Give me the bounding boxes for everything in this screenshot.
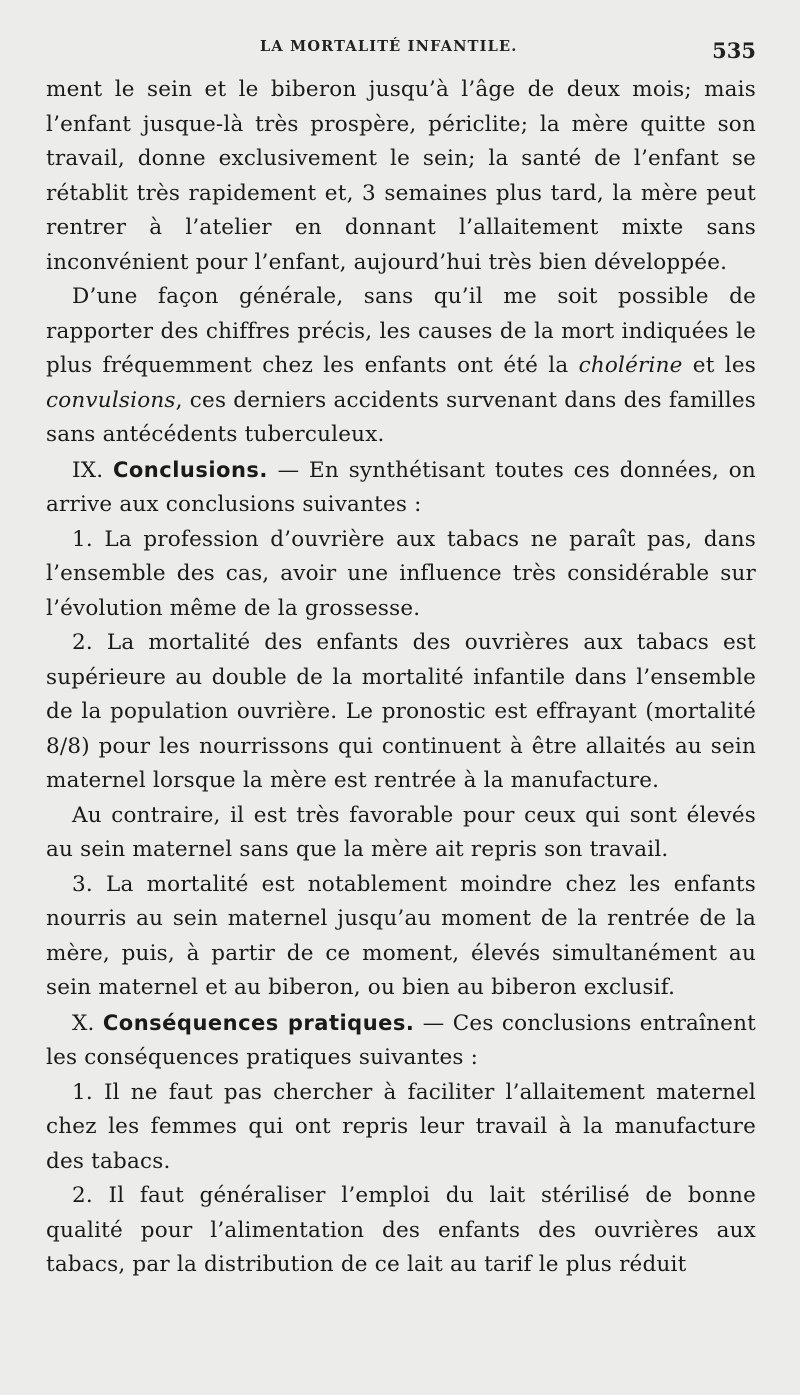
body-text bbox=[46, 73, 756, 1283]
paragraph-case-continuation: ment le sein et le biberon jusqu’à l’âge de deux mois; mais l’enfant jusque-là très prospère, périclite; la mère quitte son travail, donne exclusivement le sein; la santé de l’enfant se rétablit très rapidement et, 3 semaines plus tard, la mère peut rentrer à l’atelier en donnant l’allaitement mixte sans inconvénient pour l’enfant, aujourd’hui très bien développée. bbox=[46, 77, 756, 275]
italic-term-convulsions: convulsions bbox=[46, 387, 176, 413]
section-heading-conclusions: Conclusions. bbox=[112, 457, 268, 482]
section-number: X. bbox=[72, 1010, 103, 1036]
page-number: 535 bbox=[712, 38, 756, 63]
page-header bbox=[46, 28, 756, 68]
conclusion-2: 2. La mortalité des enfants des ouvrières aux tabacs est supérieure au double de la mortalité infantile dans l’ensemble de la population ouvrière. Le pronostic est effrayant (mortalité 8/8) pour les nourrissons qui continuent à être allaités au sein maternel lorsque la mère est rentrée à la manufacture. bbox=[46, 630, 756, 793]
conclusion-2-contrast: Au contraire, il est très favorable pour ceux qui sont élevés au sein maternel sans que la mère ait repris son travail. bbox=[46, 802, 756, 862]
paragraph-text: D’une façon générale, sans qu’il me soit possible de rapporter des chiffres précis, les causes de la mort indiquées le plus fréquemment chez les enfants ont été la bbox=[46, 284, 756, 378]
consequence-1: 1. Il ne faut pas chercher à faciliter l’allaitement maternel chez les femmes qui ont repris leur travail à la manufacture des tabacs. bbox=[46, 1079, 756, 1174]
running-title: LA MORTALITÉ INFANTILE. bbox=[260, 38, 518, 55]
paragraph-text: — Ces conclusions entraînent les conséquences pratiques suivantes : bbox=[46, 1010, 756, 1070]
paragraph-text: — En synthétisant toutes ces données, on arrive aux conclusions suivantes : bbox=[46, 457, 756, 517]
conclusion-3: 3. La mortalité est notablement moindre chez les enfants nourris au sein maternel jusqu’au moment de la rentrée de la mère, puis, à partir de ce moment, élevés simultanément au sein maternel et au biberon, ou bien au biberon exclusif. bbox=[46, 871, 756, 1000]
section-ix-intro bbox=[46, 453, 756, 523]
consequence-2: 2. Il faut généraliser l’emploi du lait stérilisé de bonne qualité pour l’alimentation des enfants des ouvrières aux tabacs, par la distribution de ce lait au tarif le plus réduit bbox=[46, 1183, 756, 1277]
paragraph-causes-of-death bbox=[46, 280, 756, 453]
italic-term-cholerine: cholérine bbox=[578, 353, 683, 378]
paragraph-text: et les bbox=[682, 353, 756, 378]
section-number: IX. bbox=[72, 457, 113, 483]
section-heading-consequences: Conséquences pratiques. bbox=[102, 1010, 415, 1035]
paragraph-text: , ces derniers accidents survenant dans des familles sans antécédents tuberculeux. bbox=[46, 387, 756, 447]
section-x-intro bbox=[46, 1006, 756, 1076]
conclusion-1: 1. La profession d’ouvrière aux tabacs ne paraît pas, dans l’ensemble des cas, avoir une influence très considérable sur l’évolution même de la grossesse. bbox=[46, 526, 756, 621]
